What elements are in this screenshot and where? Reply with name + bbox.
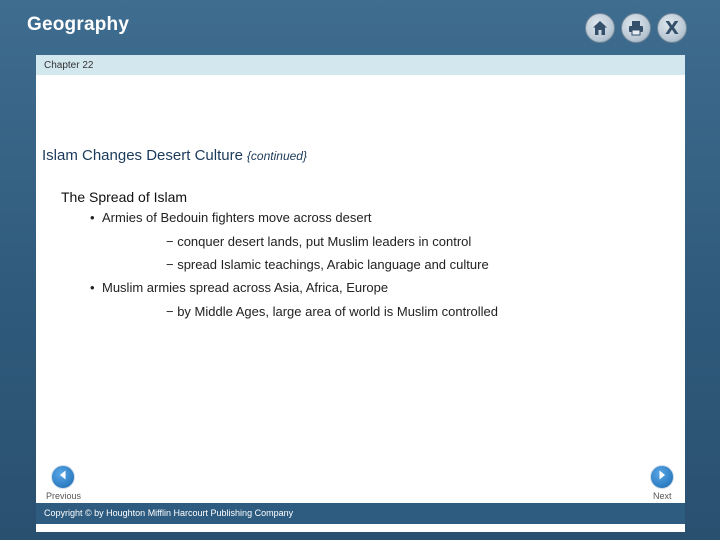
slide-title-text: Islam Changes Desert Culture xyxy=(42,147,243,164)
bullet-dot: • xyxy=(90,210,95,225)
next-label[interactable]: Next xyxy=(653,491,672,501)
top-toolbar xyxy=(585,13,687,43)
chapter-label: Chapter 22 xyxy=(44,60,94,71)
slide-title-continued: {continued} xyxy=(246,149,307,163)
arrow-left-icon xyxy=(57,468,69,486)
previous-label[interactable]: Previous xyxy=(46,491,82,501)
bullet-text: Armies of Bedouin fighters move across desert xyxy=(102,210,372,225)
sub-item: − by Middle Ages, large area of world is Muslim controlled xyxy=(166,304,499,319)
sub-item: − spread Islamic teachings, Arabic language and culture xyxy=(166,257,489,272)
close-icon: X xyxy=(665,17,679,39)
chapter-bar xyxy=(36,55,685,75)
copyright-text: Copyright © by Houghton Mifflin Harcourt Publishing Company xyxy=(44,508,294,518)
slide-panel xyxy=(36,55,685,532)
section-heading: The Spread of Islam xyxy=(61,189,188,205)
close-button[interactable] xyxy=(657,13,687,43)
print-button[interactable] xyxy=(621,13,651,43)
home-button[interactable] xyxy=(585,13,615,43)
bullet-text: Muslim armies spread across Asia, Africa, Europe xyxy=(102,280,389,295)
slide-title xyxy=(42,147,307,164)
footer-bar xyxy=(36,503,685,524)
sub-item: − conquer desert lands, put Muslim leaders in control xyxy=(166,234,472,249)
print-icon xyxy=(627,19,645,37)
bullet-item xyxy=(90,280,388,295)
arrow-right-icon xyxy=(656,468,668,486)
bullet-item xyxy=(90,210,372,225)
app-title: Geography xyxy=(27,14,130,35)
bullet-dot: • xyxy=(90,280,95,295)
home-icon xyxy=(591,19,609,37)
next-button[interactable] xyxy=(650,465,674,489)
previous-button[interactable] xyxy=(51,465,75,489)
